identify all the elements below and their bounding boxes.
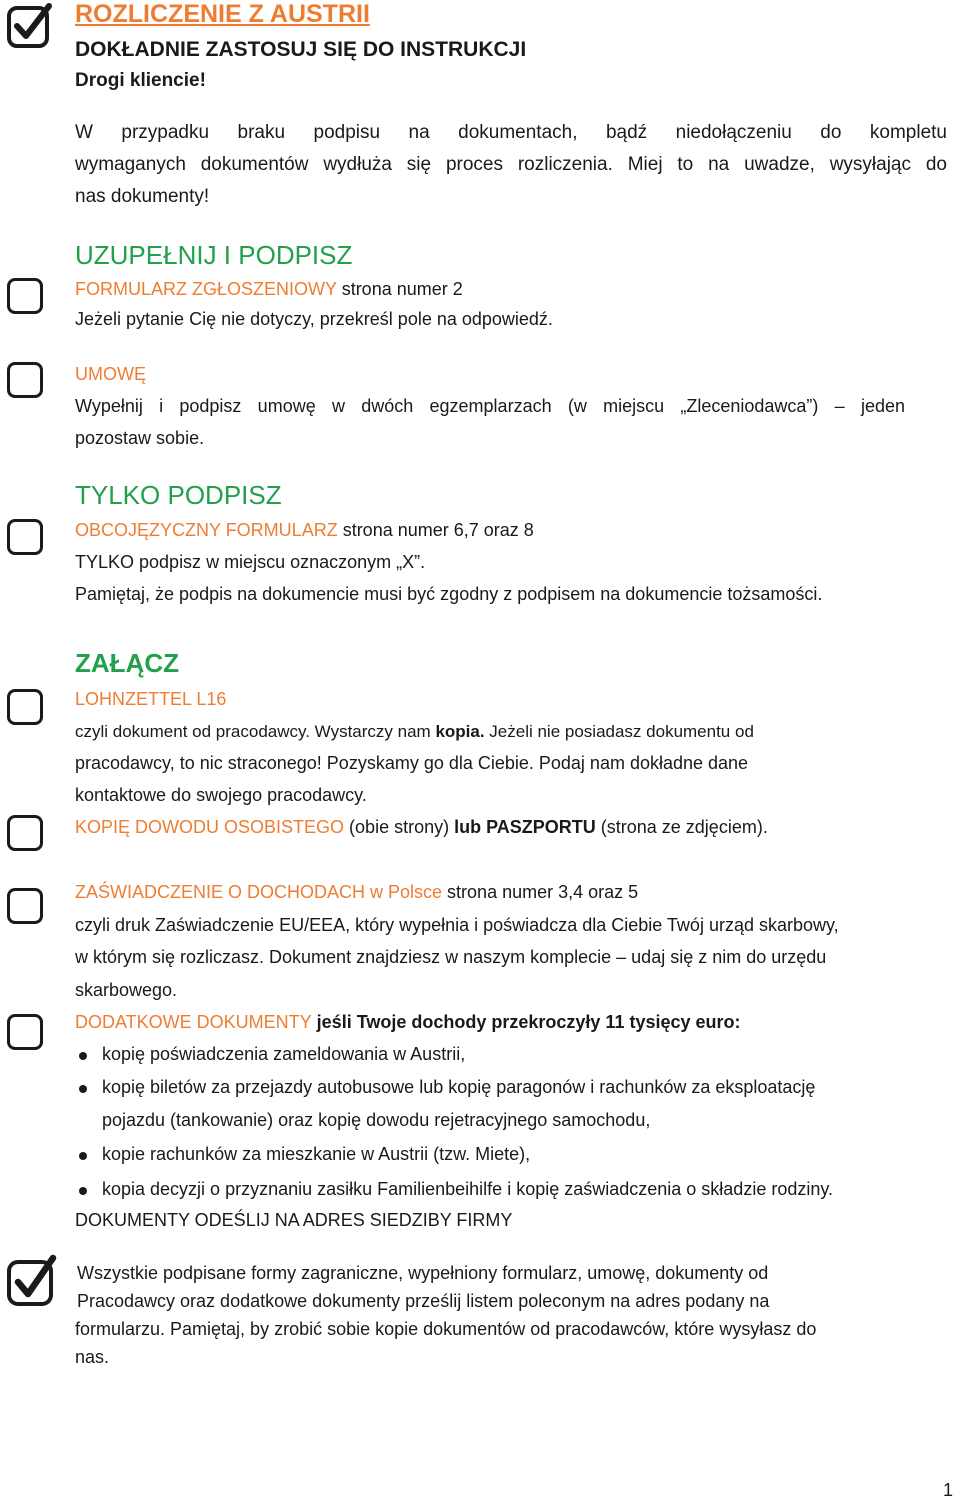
- list-item: kopię poświadczenia zameldowania w Austrii,: [102, 1044, 466, 1064]
- bullet-icon: [79, 1152, 87, 1160]
- instruction-heading: DOKŁADNIE ZASTOSUJ SIĘ DO INSTRUKCJI: [75, 38, 527, 61]
- checkbox-empty-icon[interactable]: [7, 519, 43, 555]
- list-item-continuation: pojazdu (tankowanie) oraz kopię dowodu rejetracyjnego samochodu,: [102, 1110, 651, 1130]
- lohnzettel-label: LOHNZETTEL L16: [75, 689, 227, 709]
- form-label-foreign: OBCOJĘZYCZNY FORMULARZ: [75, 520, 338, 540]
- form-page-registration: strona numer 2: [336, 279, 463, 299]
- income-line-1: czyli druk Zaświadczenie EU/EEA, który wypełnia i poświadcza dla Ciebie Twój urząd skarbowy,: [75, 915, 839, 935]
- bullet-icon: [79, 1085, 87, 1093]
- checkbox-empty-icon[interactable]: [7, 278, 43, 314]
- lohnzettel-text-a: czyli dokument od pracodawcy. Wystarczy nam: [75, 722, 436, 741]
- income-line-2: w którym się rozliczasz. Dokument znajdziesz w naszym komplecie – udaj się z nim do urzędu: [75, 947, 827, 967]
- sign-only-line-1: TYLKO podpisz w miejscu oznaczonym „X”.: [75, 552, 426, 572]
- closing-line-1: Wszystkie podpisane formy zagraniczne, wypełniony formularz, umowę, dokumenty od: [77, 1263, 769, 1283]
- checkbox-empty-icon[interactable]: [7, 888, 43, 924]
- list-item: kopię biletów za przejazdy autobusowe lub kopię paragonów i rachunków za eksploatację: [102, 1077, 816, 1097]
- list-item: kopia decyzji o przyznaniu zasiłku Familienbeihilfe i kopię zaświadczenia o składzie rodziny.: [102, 1179, 834, 1199]
- page-number: 1: [943, 1480, 954, 1500]
- income-line-3: skarbowego.: [75, 980, 178, 1000]
- fill-sign-note: Jeżeli pytanie Cię nie dotyczy, przekreśl pole na odpowiedź.: [75, 309, 553, 329]
- lohnzettel-line-3: kontaktowe do swojego pracodawcy.: [75, 785, 367, 805]
- checkbox-checked-icon: [5, 2, 53, 50]
- form-label-registration: FORMULARZ ZGŁOSZENIOWY: [75, 279, 337, 299]
- checkbox-empty-icon[interactable]: [7, 815, 43, 851]
- section-heading-attach: ZAŁĄCZ: [75, 648, 179, 678]
- contract-line-1: Wypełnij i podpisz umowę w dwóch egzemplarzach (w miejscu „Zleceniodawca”) – jeden: [75, 396, 905, 416]
- intro-line-2: wymaganych dokumentów wydłuża się proces rozliczenia. Miej to na uwadze, wysyłając do: [75, 154, 947, 175]
- lohnzettel-text-copy: kopia.: [435, 722, 485, 741]
- closing-line-4: nas.: [75, 1347, 110, 1367]
- intro-line-1: W przypadku braku podpisu na dokumentach, bądź niedołączeniu do kompletu: [75, 122, 947, 143]
- send-address-heading: DOKUMENTY ODEŚLIJ NA ADRES SIEDZIBY FIRMY: [75, 1210, 513, 1230]
- id-copy-end: (strona ze zdjęciem).: [595, 817, 768, 837]
- bullet-icon: [79, 1187, 87, 1195]
- income-cert-page: strona numer 3,4 oraz 5: [442, 882, 639, 902]
- page-title: ROZLICZENIE Z AUSTRII: [75, 0, 370, 28]
- checkbox-empty-icon[interactable]: [7, 1014, 43, 1050]
- id-copy-label: KOPIĘ DOWODU OSOBISTEGO: [75, 817, 345, 837]
- section-heading-sign-only: TYLKO PODPISZ: [75, 480, 282, 510]
- id-copy-or-passport: lub PASZPORTU: [454, 817, 596, 837]
- intro-line-3: nas dokumenty!: [75, 186, 210, 207]
- id-copy-mid: (obie strony): [344, 817, 455, 837]
- lohnzettel-line-2: pracodawcy, to nic straconego! Pozyskamy go dla Ciebie. Podaj nam dokładne dane: [75, 753, 749, 773]
- checkbox-empty-icon[interactable]: [7, 689, 43, 725]
- extra-docs-label: DODATKOWE DOKUMENTY: [75, 1012, 312, 1032]
- list-item: kopie rachunków za mieszkanie w Austrii (tzw. Miete),: [102, 1144, 531, 1164]
- sign-only-line-2: Pamiętaj, że podpis na dokumencie musi być zgodny z podpisem na dokumencie tożsamości.: [75, 584, 823, 604]
- checkbox-empty-icon[interactable]: [7, 362, 43, 398]
- greeting: Drogi kliencie!: [75, 70, 206, 91]
- extra-docs-condition: jeśli Twoje dochody przekroczyły 11 tysięcy euro:: [311, 1012, 741, 1032]
- form-page-foreign: strona numer 6,7 oraz 8: [337, 520, 534, 540]
- bullet-icon: [79, 1052, 87, 1060]
- closing-line-3: formularzu. Pamiętaj, by zrobić sobie kopie dokumentów od pracodawców, które wysyłasz do: [75, 1319, 817, 1339]
- income-cert-label: ZAŚWIADCZENIE O DOCHODACH w Polsce: [75, 882, 443, 902]
- checkbox-checked-icon: [5, 1252, 57, 1308]
- lohnzettel-text-c: Jeżeli nie posiadasz dokumentu od: [484, 722, 754, 741]
- section-heading-fill-sign: UZUPEŁNIJ I PODPISZ: [75, 240, 353, 270]
- contract-line-2: pozostaw sobie.: [75, 428, 205, 448]
- section-heading-contract: UMOWĘ: [75, 364, 146, 384]
- closing-line-2: Pracodawcy oraz dodatkowe dokumenty prześlij listem poleconym na adres podany na: [77, 1291, 770, 1311]
